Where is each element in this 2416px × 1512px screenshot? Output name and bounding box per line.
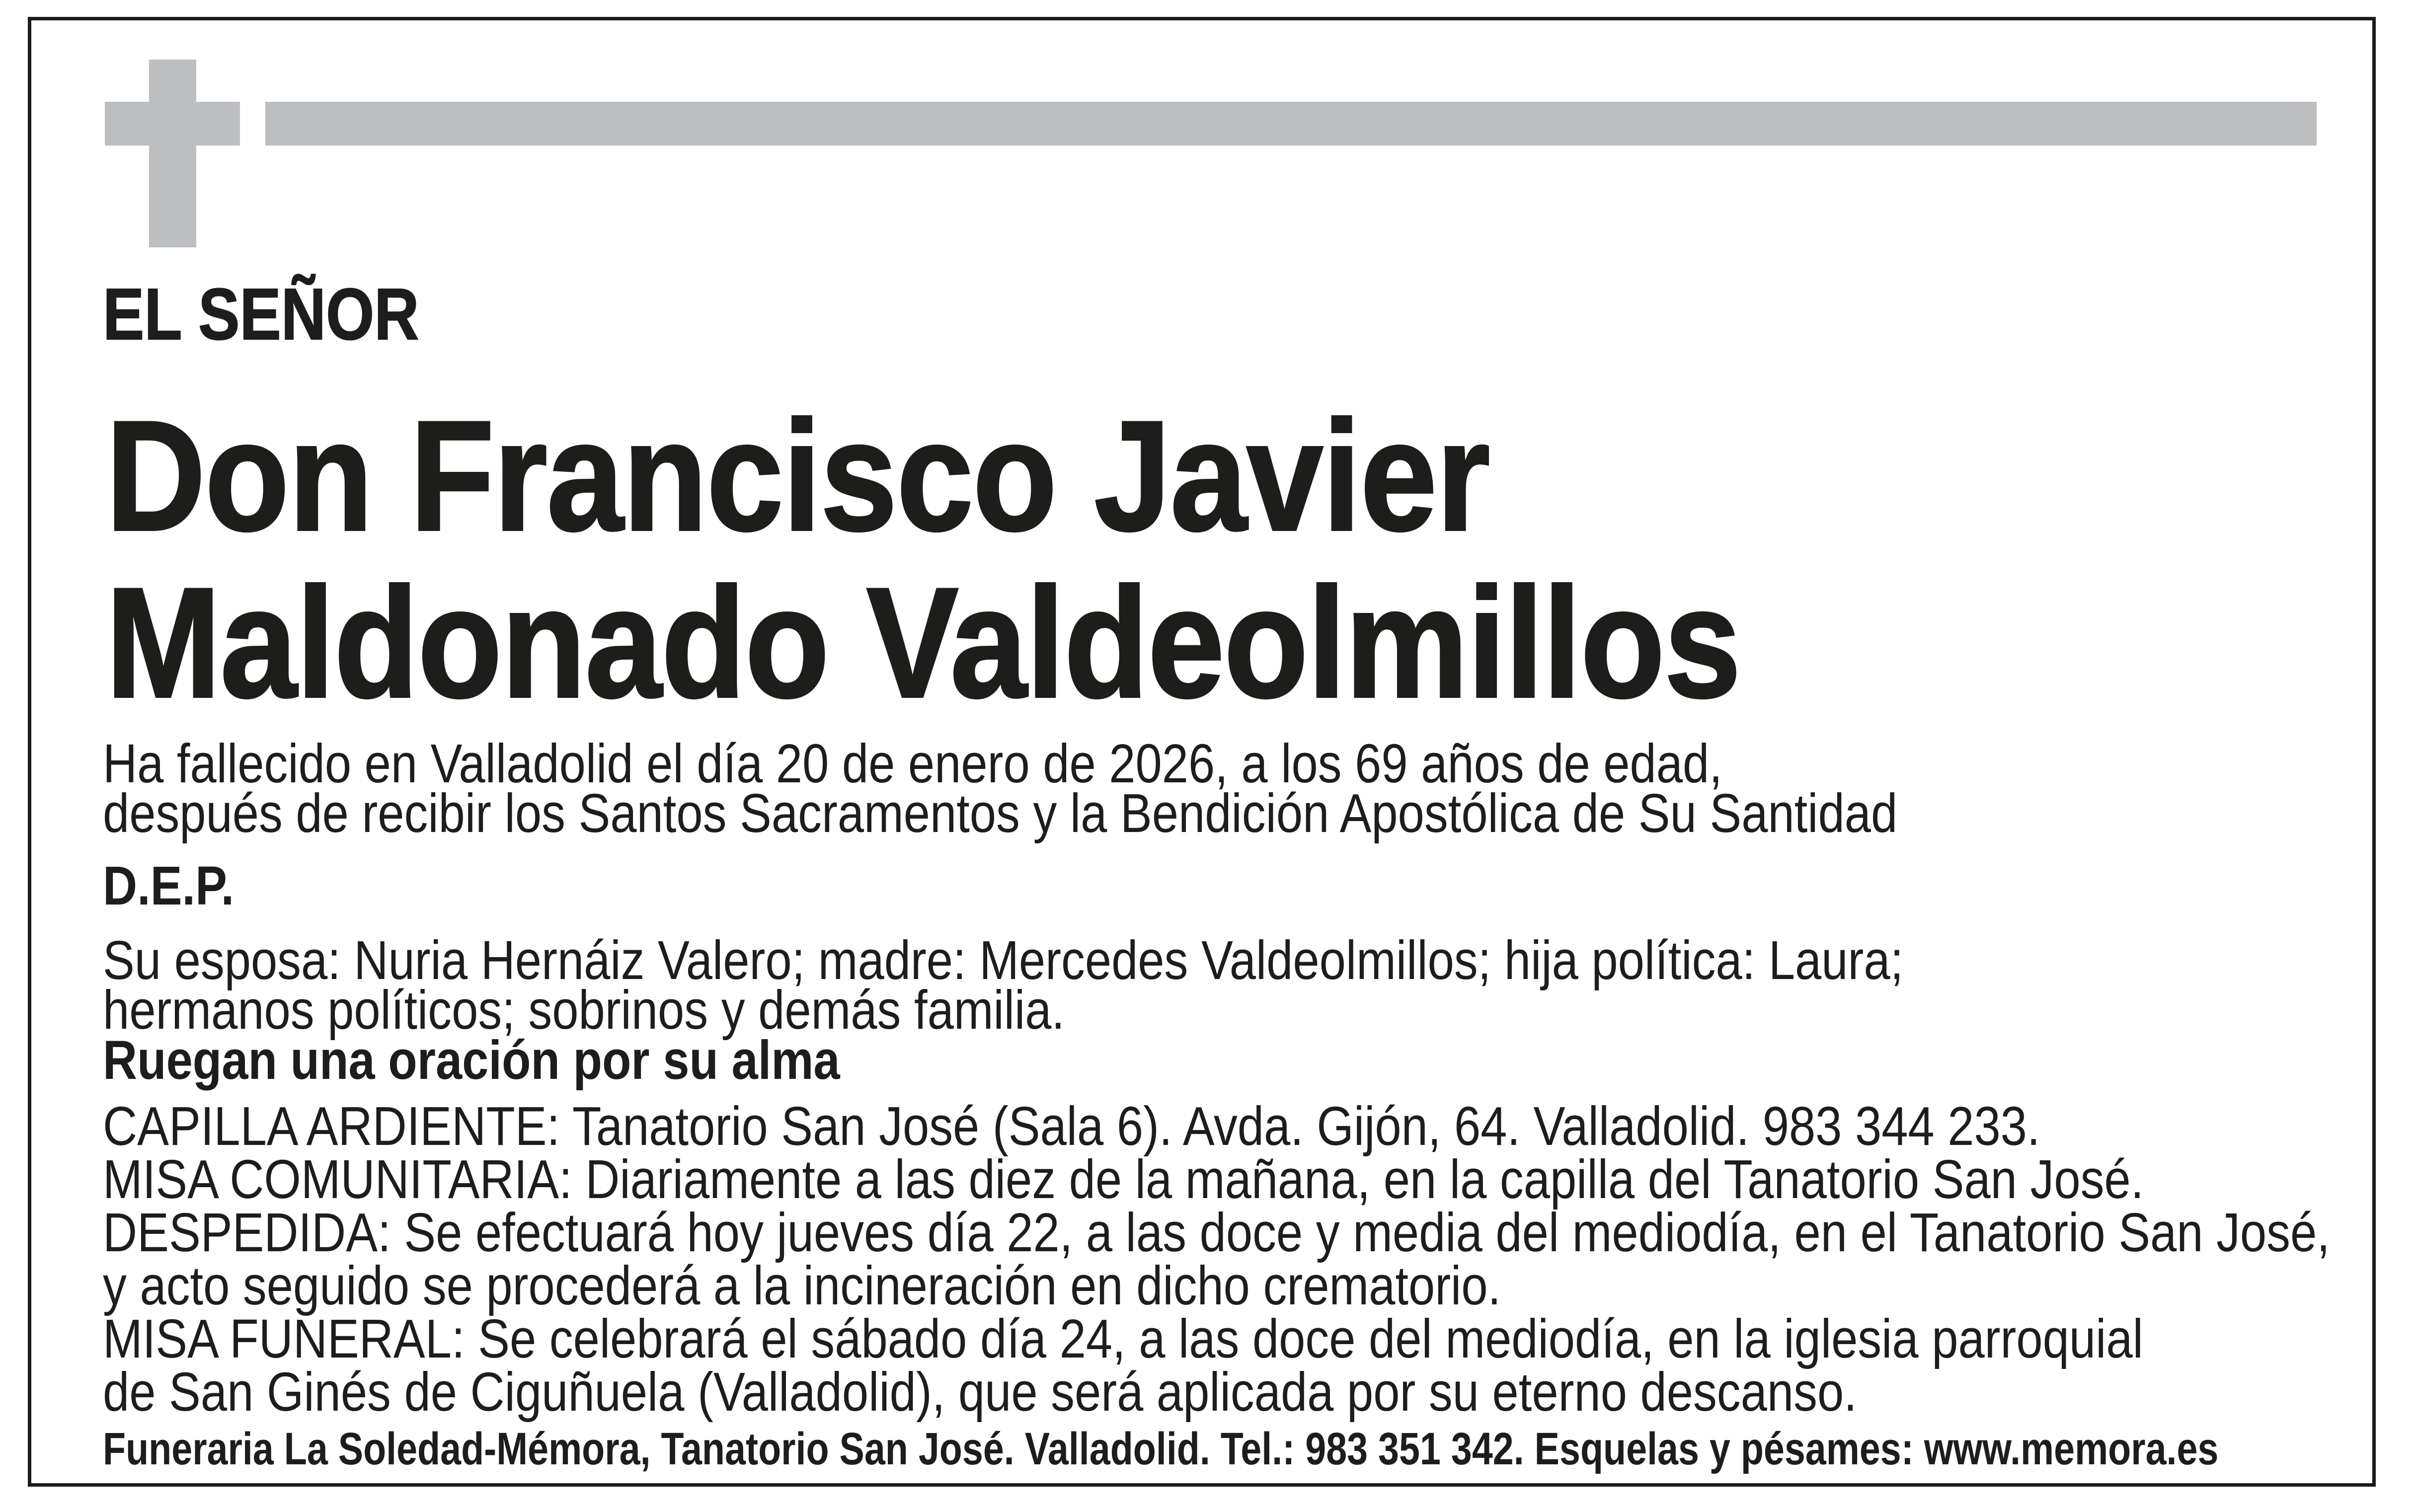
death-announcement-line2: después de recibir los Santos Sacramentos y la Bendición Apostólica de Su Santidad <box>103 783 1898 844</box>
service-line-despedida: DESPEDIDA: Se efectuará hoy jueves día 22, a las doce y media del mediodía, en el Tanatorio San José, <box>103 1202 2330 1263</box>
cross-icon-vertical-bar <box>149 60 196 247</box>
death-announcement <box>103 733 1898 844</box>
service-line-misa-funeral: MISA FUNERAL: Se celebrará el sábado día 24, a las doce del mediodía, en la iglesia parroquial <box>103 1308 2143 1369</box>
service-details <box>103 1096 2330 1423</box>
dep-abbreviation: D.E.P. <box>103 855 234 916</box>
salutation: EL SEÑOR <box>103 274 419 355</box>
funeral-home-info: Funeraria La Soledad-Mémora, Tanatorio San José. Valladolid. Tel.: 983 351 342. Esquelas y pésames: www.memora.es <box>103 1424 2219 1474</box>
family-relations-line1: Su esposa: Nuria Hernáiz Valero; madre: Mercedes Valdeolmillos; hija política: Laura; <box>103 930 1904 991</box>
death-announcement-line1: Ha fallecido en Valladolid el día 20 de enero de 2026, a los 69 años de edad, <box>103 733 1722 794</box>
prayer-request: Ruegan una oración por su alma <box>103 1030 840 1091</box>
deceased-name-line2: Maldonado Valdeolmillos <box>106 555 1741 730</box>
family-relations-line2: hermanos políticos; sobrinos y demás familia. <box>103 980 1065 1041</box>
service-line-capilla-ardiente: CAPILLA ARDIENTE: Tanatorio San José (Sala 6). Avda. Gijón, 64. Valladolid. 983 344 233. <box>103 1096 2040 1157</box>
service-line-misa-funeral-cont: de San Ginés de Ciguñuela (Valladolid), que será aplicada por su eterno descanso. <box>103 1361 1857 1423</box>
service-line-misa-comunitaria: MISA COMUNITARIA: Diariamente a las diez de la mañana, en la capilla del Tanatorio San José. <box>103 1149 2144 1210</box>
family-relations <box>103 930 1904 1041</box>
deceased-name <box>106 388 1741 730</box>
cross-icon-horizontal-bar <box>105 102 240 146</box>
service-line-despedida-cont: y acto seguido se procederá a la incineración en dicho crematorio. <box>103 1255 1501 1316</box>
header-gray-rule <box>265 102 2317 146</box>
deceased-name-line1: Don Francisco Javier <box>106 388 1490 563</box>
